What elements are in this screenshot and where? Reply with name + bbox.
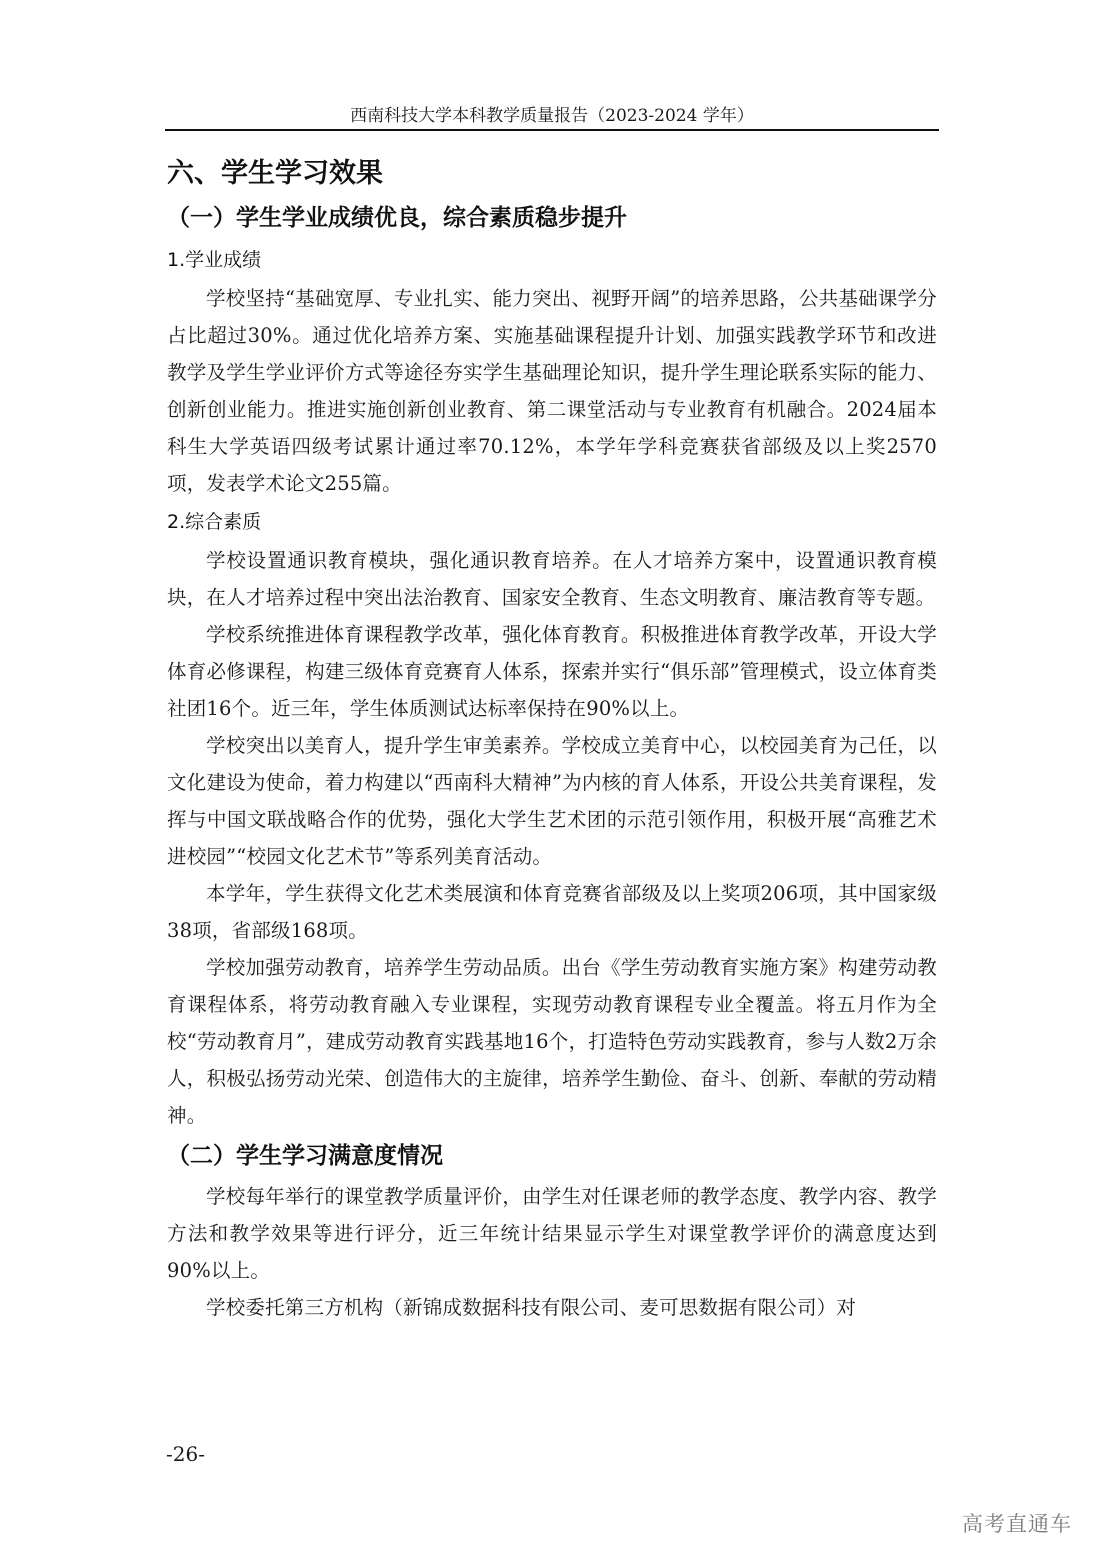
page-content <box>167 152 937 1326</box>
paragraph: 学校突出以美育人，提升学生审美素养。学校成立美育中心，以校园美育为己任，以文化建设为使命，着力构建以“西南科大精神”为内核的育人体系，开设公共美育课程，发挥与中国文联战略合作的优势，强化大学生艺术团的示范引领作用，积极开展“高雅艺术进校园”“校园文化艺术节”等系列美育活动。 <box>167 734 937 868</box>
item-title-academic: 1.学业成绩 <box>167 249 262 271</box>
watermark: 高考直通车 <box>962 1512 1072 1536</box>
paragraph: 学校系统推进体育课程教学改革，强化体育教育。积极推进体育教学改革，开设大学体育必修课程，构建三级体育竞赛育人体系，探索并实行“俱乐部”管理模式，设立体育类社团16个。近三年，学生体质测试达标率保持在90%以上。 <box>167 623 937 720</box>
page-number: -26- <box>166 1442 205 1466</box>
paragraph: 学校委托第三方机构（新锦成数据科技有限公司、麦可思数据有限公司）对 <box>206 1296 857 1319</box>
subsection-title-2: （二）学生学习满意度情况 <box>167 1143 443 1169</box>
item-title-quality: 2.综合素质 <box>167 511 262 533</box>
paragraph: 学校每年举行的课堂教学质量评价，由学生对任课老师的教学态度、教学内容、教学方法和教学效果等进行评分，近三年统计结果显示学生对课堂教学评价的满意度达到90%以上。 <box>167 1185 937 1282</box>
section-title: 六、学生学习效果 <box>167 158 383 189</box>
subsection-title-1: （一）学生学业成绩优良，综合素质稳步提升 <box>167 205 627 231</box>
running-header: 西南科技大学本科教学质量报告（2023-2024 学年） <box>350 106 754 126</box>
paragraph: 学校坚持“基础宽厚、专业扎实、能力突出、视野开阔”的培养思路，公共基础课学分占比超过30%。通过优化培养方案、实施基础课程提升计划、加强实践教学环节和改进教学及学生学业评价方式等途径夯实学生基础理论知识，提升学生理论联系实际的能力、创新创业能力。推进实施创新创业教育、第二课堂活动与专业教育有机融合。2024届本科生大学英语四级考试累计通过率70.12%，本学年学科竞赛获省部级及以上奖2570项，发表学术论文255篇。 <box>167 287 937 495</box>
paragraph: 学校加强劳动教育，培养学生劳动品质。出台《学生劳动教育实施方案》构建劳动教育课程体系，将劳动教育融入专业课程，实现劳动教育课程专业全覆盖。将五月作为全校“劳动教育月”，建成劳动教育实践基地16个，打造特色劳动实践教育，参与人数2万余人，积极弘扬劳动光荣、创造伟大的主旋律，培养学生勤俭、奋斗、创新、奉献的劳动精神。 <box>167 956 937 1127</box>
header-rule <box>165 129 939 131</box>
paragraph: 学校设置通识教育模块，强化通识教育培养。在人才培养方案中，设置通识教育模块，在人才培养过程中突出法治教育、国家安全教育、生态文明教育、廉洁教育等专题。 <box>167 549 937 609</box>
paragraph: 本学年，学生获得文化艺术类展演和体育竞赛省部级及以上奖项206项，其中国家级38项，省部级168项。 <box>167 882 937 942</box>
